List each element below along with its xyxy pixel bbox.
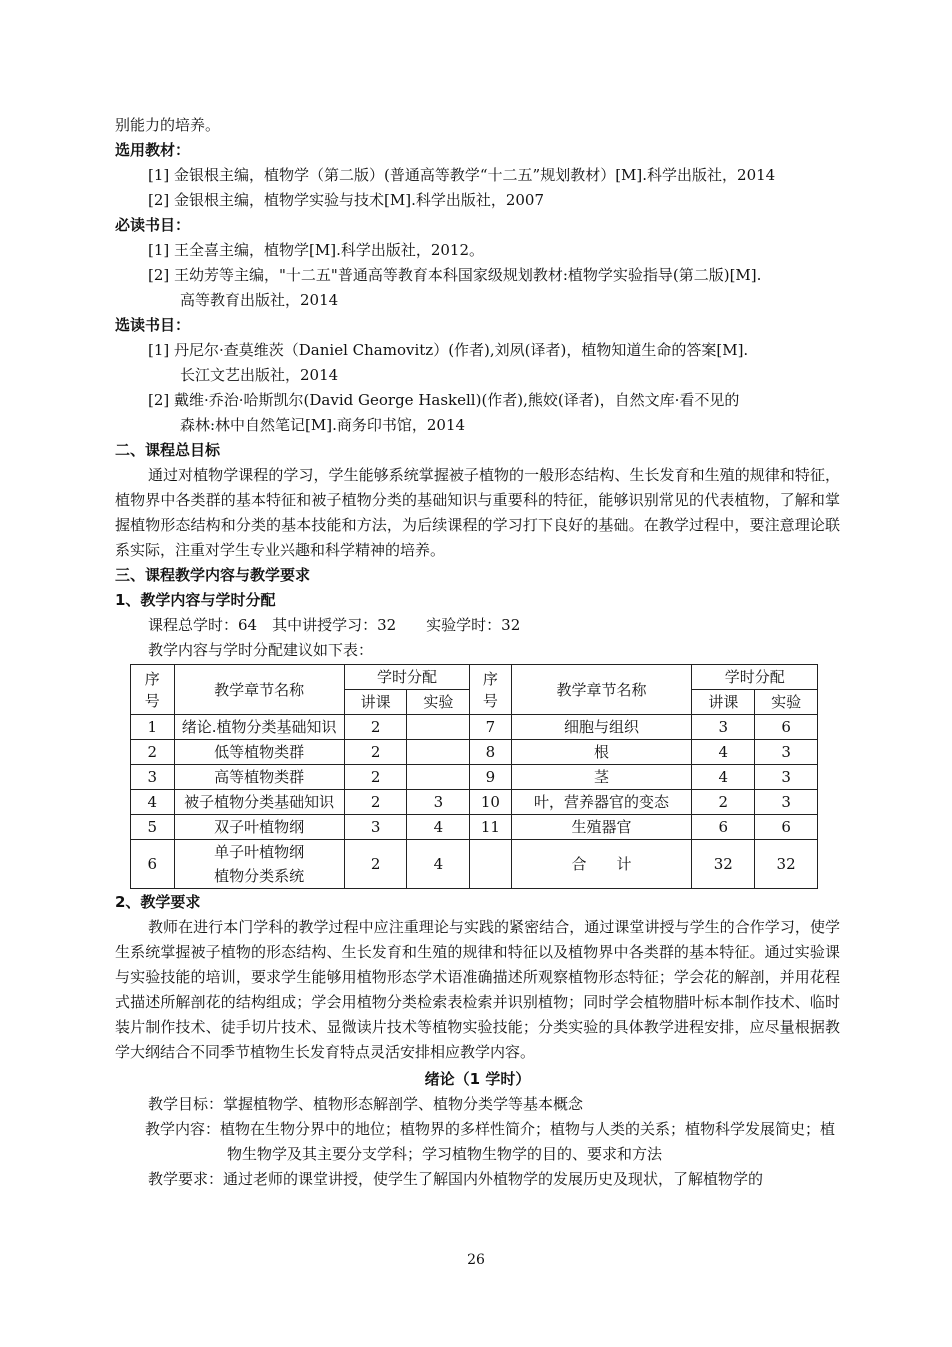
optional-item-1: [1] 丹尼尔·查莫维茨（Daniel Chamovitz）(作者),刘夙(译者)，植物知道生命的答案[M]. <box>148 341 749 359</box>
subsection-1-heading: 1、教学内容与学时分配 <box>115 591 276 609</box>
cell-seq <box>470 840 511 889</box>
cell-total-label: 合 计 <box>511 840 692 889</box>
cell-name: 茎 <box>511 765 692 790</box>
cell-lab: 3 <box>755 765 818 790</box>
hours-table <box>130 664 818 889</box>
cell-seq: 7 <box>470 715 511 740</box>
cell-name: 双子叶植物纲 <box>174 815 344 840</box>
cell-seq: 1 <box>131 715 175 740</box>
header-lab-2: 实验 <box>755 690 818 715</box>
cell-lab: 3 <box>755 790 818 815</box>
section-2-heading: 二、课程总目标 <box>115 441 221 459</box>
header-lecture: 讲课 <box>344 690 407 715</box>
cell-lecture: 3 <box>692 715 755 740</box>
cell-lecture: 2 <box>344 715 407 740</box>
header-chapter-name: 教学章节名称 <box>174 665 344 715</box>
cell-seq: 3 <box>131 765 175 790</box>
cell-name: 低等植物类群 <box>174 740 344 765</box>
section-3-heading: 三、课程教学内容与教学要求 <box>115 566 311 584</box>
table-row-total <box>131 840 818 889</box>
cell-lecture: 4 <box>692 740 755 765</box>
cell-lecture: 4 <box>692 765 755 790</box>
cell-lab <box>407 740 470 765</box>
cell-seq: 11 <box>470 815 511 840</box>
requirements-body: 教师在进行本门学科的教学过程中应注重理论与实践的紧密结合，通过课堂讲授与学生的合作学习，使学生系统掌握被子植物的形态结构、生长发育和生殖的规律和特征以及植物界中各类群的基本特征。通过实验课与实验技能的培训，要求学生能够用植物形态学术语准确描述所观察植物形态特征；学会花的解剖，并用花程式描述所解剖花的结构组成；学会用植物分类检索表检索并识别植物；同时学会植物腊叶标本制作技术、临时装片制作技术、徒手切片技术、显微读片技术等植物实验技能；分类实验的具体教学进程安排，应尽量根据教学大纲结合不同季节植物生长发育特点灵活安排相应教学内容。 <box>115 918 840 1061</box>
cell-total-lab: 32 <box>755 840 818 889</box>
cell-seq: 2 <box>131 740 175 765</box>
total-hours-line: 课程总学时：64 其中讲授学习：32 实验学时：32 <box>148 616 521 634</box>
cell-lab <box>407 715 470 740</box>
header-hours: 学时分配 <box>344 665 469 690</box>
continuation-text: 别能力的培养。 <box>115 116 221 134</box>
cell-name: 生殖器官 <box>511 815 692 840</box>
required-reading-heading: 必读书目： <box>115 216 191 234</box>
cell-lab: 3 <box>755 740 818 765</box>
cell-lab: 4 <box>407 840 470 889</box>
intro-content: 教学内容：植物在生物分界中的地位；植物界的多样性简介；植物与人类的关系；植物科学发展简史；植物生物学及其主要分支学科；学习植物生物学的目的、要求和方法 <box>145 1120 836 1163</box>
cell-lecture: 2 <box>344 840 407 889</box>
cell-lab: 4 <box>407 815 470 840</box>
cell-name: 根 <box>511 740 692 765</box>
cell-name: 被子植物分类基础知识 <box>174 790 344 815</box>
table-row <box>131 740 818 765</box>
table-header-row <box>131 665 818 690</box>
cell-seq: 9 <box>470 765 511 790</box>
cell-lecture: 3 <box>344 815 407 840</box>
cell-seq: 6 <box>131 840 175 889</box>
cell-seq: 10 <box>470 790 511 815</box>
table-intro: 教学内容与学时分配建议如下表： <box>148 641 374 659</box>
optional-item-2: [2] 戴维·乔治·哈斯凯尔(David George Haskell)(作者),熊姣(译者)，自然文库·看不见的 <box>148 391 740 409</box>
cell-lab: 3 <box>407 790 470 815</box>
header-chapter-name-2: 教学章节名称 <box>511 665 692 715</box>
optional-reading-heading: 选读书目： <box>115 316 191 334</box>
header-seq: 序 号 <box>131 665 175 715</box>
required-item-2-cont: 高等教育出版社，2014 <box>180 291 339 309</box>
page-number: 26 <box>467 1252 485 1268</box>
table-row <box>131 715 818 740</box>
cell-lecture: 6 <box>692 815 755 840</box>
cell-seq: 4 <box>131 790 175 815</box>
required-item-2: [2] 王幼芳等主编，"十二五"普通高等教育本科国家级规划教材:植物学实验指导(第二版)[M]. <box>148 266 762 284</box>
cell-seq: 5 <box>131 815 175 840</box>
intro-goal: 教学目标：掌握植物学、植物形态解剖学、植物分类学等基本概念 <box>148 1095 584 1113</box>
textbook-item-2: [2] 金银根主编，植物学实验与技术[M].科学出版社，2007 <box>148 191 545 209</box>
cell-lecture: 2 <box>692 790 755 815</box>
cell-lecture: 2 <box>344 790 407 815</box>
header-hours-2: 学时分配 <box>692 665 818 690</box>
cell-name: 叶，营养器官的变态 <box>511 790 692 815</box>
textbook-item-1: [1] 金银根主编，植物学（第二版）(普通高等教学“十二五”规划教材）[M].科学出版社，2014 <box>148 166 776 184</box>
cell-lecture: 2 <box>344 740 407 765</box>
cell-lab: 6 <box>755 715 818 740</box>
header-seq-2: 序 号 <box>470 665 511 715</box>
cell-name: 绪论.植物分类基础知识 <box>174 715 344 740</box>
required-item-1: [1] 王全喜主编，植物学[M].科学出版社，2012。 <box>148 241 485 259</box>
cell-seq: 8 <box>470 740 511 765</box>
optional-item-1-cont: 长江文艺出版社，2014 <box>180 366 339 384</box>
cell-name: 单子叶植物纲 植物分类系统 <box>174 840 344 889</box>
section-2-body: 通过对植物学课程的学习，学生能够系统掌握被子植物的一般形态结构、生长发育和生殖的规律和特征，植物界中各类群的基本特征和被子植物分类的基础知识与重要科的特征，能够识别常见的代表植物，了解和掌握植物形态结构和分类的基本技能和方法，为后续课程的学习打下良好的基础。在教学过程中，要注意理论联系实际，注重对学生专业兴趣和科学精神的培养。 <box>115 466 840 559</box>
cell-lab: 6 <box>755 815 818 840</box>
cell-name: 细胞与组织 <box>511 715 692 740</box>
header-lab: 实验 <box>407 690 470 715</box>
intro-chapter-title: 绪论（1 学时） <box>424 1070 531 1088</box>
header-lecture-2: 讲课 <box>692 690 755 715</box>
textbooks-heading: 选用教材： <box>115 141 191 159</box>
table-row <box>131 765 818 790</box>
cell-lab <box>407 765 470 790</box>
document-page <box>115 113 840 1192</box>
cell-lecture: 2 <box>344 765 407 790</box>
cell-total-lecture: 32 <box>692 840 755 889</box>
optional-item-2-cont: 森林:林中自然笔记[M].商务印书馆，2014 <box>180 416 466 434</box>
table-row <box>131 790 818 815</box>
intro-requirement: 教学要求：通过老师的课堂讲授，使学生了解国内外植物学的发展历史及现状，了解植物学的 <box>148 1170 764 1188</box>
table-row <box>131 815 818 840</box>
cell-name: 高等植物类群 <box>174 765 344 790</box>
subsection-2-heading: 2、教学要求 <box>115 893 201 911</box>
